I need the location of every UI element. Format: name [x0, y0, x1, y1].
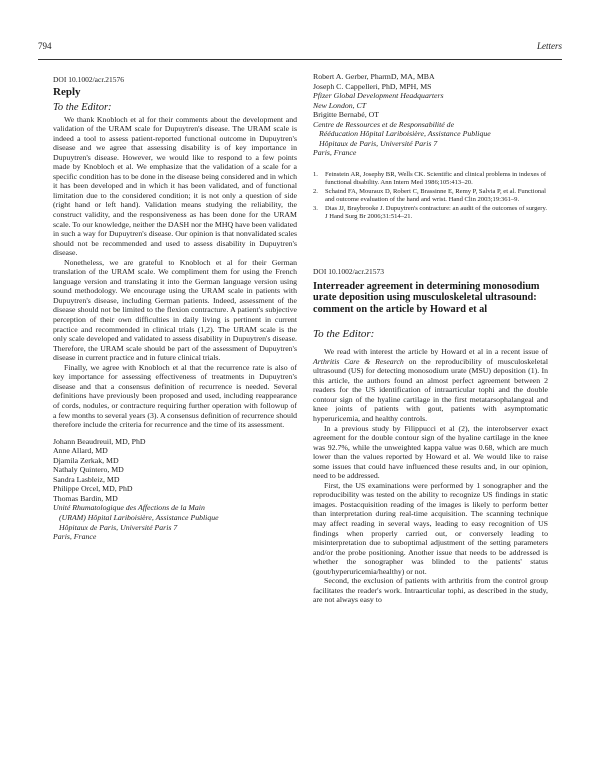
page-number: 794	[38, 41, 52, 51]
author-name: Nathaly Quintero, MD	[53, 465, 124, 475]
author-name: Djamila Zerkak, MD	[53, 455, 119, 465]
reply-salutation: To the Editor:	[53, 101, 112, 113]
journal-name: Arthritis Care & Research	[313, 356, 404, 366]
letter-paragraph-1-text: We read with interest the article by Howard et al in a recent issue of	[324, 347, 548, 357]
reference-number: 1.	[313, 170, 318, 178]
affiliation-line: Unité Rhumatologique des Affections de la Main	[53, 503, 205, 513]
reference-list	[313, 171, 548, 221]
reply-title: Reply	[53, 85, 81, 98]
reply-paragraph-1: We thank Knobloch et al for their comments about the development and validation of the URAM scale for Dupuytren's disease. The URAM scale is indeed a tool to assess patient-reported functional outcome in Dupuytren's disease and we agree that assessing disability is of key importance in Dupuytren's disease. However, we would like to respond to a few points made by Knobloch et al. We emphasize that the validation of a scale for a specific condition has to be done in the disease being considered and in which it has been developed and in which it has been validated, and of functional limitation due to the considered condition; it is not only a question of side (right hand or left hand). Validation means studying the reliability, the construct validity, and the responsiveness as has been done for the URAM scale. To our knowledge, neither the DASH nor the MHQ have been validated in such a way for Dupuytren's disease. Our opinion is that nonvalidated scales should not be recommended and used to assess disability in Dupuytren's disease.	[53, 114, 297, 258]
reference-item	[313, 188, 548, 204]
affiliation-line: Paris, France	[53, 532, 97, 542]
reference-text: Feinstein AR, Josephy BR, Wells CK. Scientific and clinical problems in indexes of functional disability. Ann Intern Med 1986;105:413–20.	[325, 170, 547, 187]
letter-paragraph-4: Second, the exclusion of patients with arthritis from the control group facilitates the reader's work. Intraarticular tophi, as described in the study, are not always easy to	[313, 576, 548, 605]
letter-paragraph-2: In a previous study by Filippucci et al (2), the interobserver exact agreement for the double contour sign of the hyaline cartilage in the knee was 92.7%, while the unweighted kappa value was 0.68, which are much lower than the values reported by Howard et al. We would like to raise some issues that could have influenced these results and, in our opinion, need to be addressed.	[313, 423, 548, 481]
affiliation-line: (URAM) Hôpital Lariboisière, Assistance Publique	[59, 512, 219, 522]
left-column	[53, 72, 297, 542]
reference-number: 3.	[313, 204, 318, 212]
reference-item	[313, 205, 548, 221]
author-name: Johann Beaudreuil, MD, PhD	[53, 436, 146, 446]
reply-doi: DOI 10.1002/acr.21576	[53, 75, 125, 84]
reply-paragraph-2: Nonetheless, we are grateful to Knobloch et al for their German translation of the URAM scale. We compliment them for using the French language version and translating it into the German language version using sound methodology. We encourage using the URAM scale in patients with Dupuytren's disease, including German patients. Indeed, assessment of the disease should not be limited to the flexion contracture. A patient's subjective perception of their own difficulties in daily living is pertinent in current practice and recommended in clinical trials (1,2). The URAM scale is the only scale developed and validated to assess disability in Dupuytren's disease. Therefore, the URAM scale should be part of the assessment of Dupuytren's disease in current practice and in future clinical trials.	[53, 257, 297, 363]
affiliation-line: Pfizer Global Development Headquarters	[313, 91, 444, 101]
affiliation-line: New London, CT	[313, 100, 367, 110]
reference-text: Dias JJ, Braybrooke J. Dupuytren's contracture: an audit of the outcomes of surgery. J Hand Surg Br 2006;31:514–21.	[325, 204, 548, 220]
author-name: Philippe Orcel, MD, PhD	[53, 484, 133, 494]
reference-item	[313, 171, 548, 187]
letter-salutation: To the Editor:	[313, 328, 375, 341]
letter-paragraph-1-text: on the reproducibility of musculoskeletal ultrasound (US) for detecting monosodium urate (MSU) deposition (1). In this article, the authors found an almost perfect agreement between 2 readers for the US identification of intraarticular tophi and the double contour sign of the hyaline cartilage in the first metatarsophalangeal and knee joints of patients with gout, patients with asymptomatic hyperuricemia, and healthy controls.	[313, 356, 548, 424]
author-name: Brigitte Bernabé, OT	[313, 110, 380, 120]
header-rule	[38, 59, 562, 60]
second-letter	[313, 267, 548, 605]
right-column	[313, 72, 548, 605]
reply-author-block	[53, 437, 297, 542]
page-header	[38, 41, 562, 55]
letter-paragraph-3: First, the US examinations were performed by 1 sonographer and the reproducibility was tested on the ability to recognize US findings in static images. Postacquisition reading of the images is likely to perform better than interpretation during real-time acquisition. The scanning technique may affect reading in several ways, leading to easy recognition of US findings when properly carried out, or conversely leading to misinterpretation due to suboptimal adjustment of the setting parameters and/or the probe positioning. Another issue that needs to be addressed is whether the sonographer was blinded to the patients' status (gout/hyperuricemia/healthy) or not.	[313, 480, 548, 576]
author-name: Robert A. Gerber, PharmD, MA, MBA	[313, 72, 435, 81]
reply-paragraph-3: Finally, we agree with Knobloch et al that the recurrence rate is also of key importance for assessing effectiveness of treatments in Dupuytren's disease and that a consensus definition of recurrence is needed. Several definitions have previously been proposed and used, including reappearance of cords, nodules, or contracture requiring further operation with followup of a few months to several years (3). A consensus definition of recurrence should therefore include the criteria for recurrence and the time of its assessment.	[53, 362, 298, 430]
running-head: Letters	[536, 41, 562, 51]
author-name: Thomas Bardin, MD	[53, 493, 118, 503]
reference-text: Schaind FA, Mouraux D, Robert C, Brassinne E, Remy P, Salvia P, et al. Functional and outcome evaluation of the hand and wrist. Hand Clin 2003;19:361–9.	[325, 187, 546, 204]
affiliation-line: Hôpitaux de Paris, Université Paris 7	[319, 138, 438, 148]
affiliation-line: Paris, France	[313, 148, 357, 158]
reply-author-continuation	[313, 72, 548, 158]
reference-number: 2.	[313, 187, 318, 195]
author-name: Sandra Lasbleiz, MD	[53, 474, 120, 484]
letter-paragraph-1	[313, 347, 548, 423]
affiliation-line: Centre de Ressources et de Responsabilité de	[313, 119, 455, 129]
author-name: Anne Allard, MD	[53, 446, 108, 456]
author-name: Joseph C. Cappelleri, PhD, MPH, MS	[313, 81, 432, 91]
affiliation-line: Rééducation Hôpital Lariboisière, Assistance Publique	[319, 129, 491, 139]
letter-doi: DOI 10.1002/acr.21573	[313, 267, 385, 277]
affiliation-line: Hôpitaux de Paris, Université Paris 7	[59, 522, 178, 532]
letter-title: Interreader agreement in determining monosodium urate deposition using musculoskeletal ultrasound: comment on the article by Howard et al	[313, 280, 540, 315]
